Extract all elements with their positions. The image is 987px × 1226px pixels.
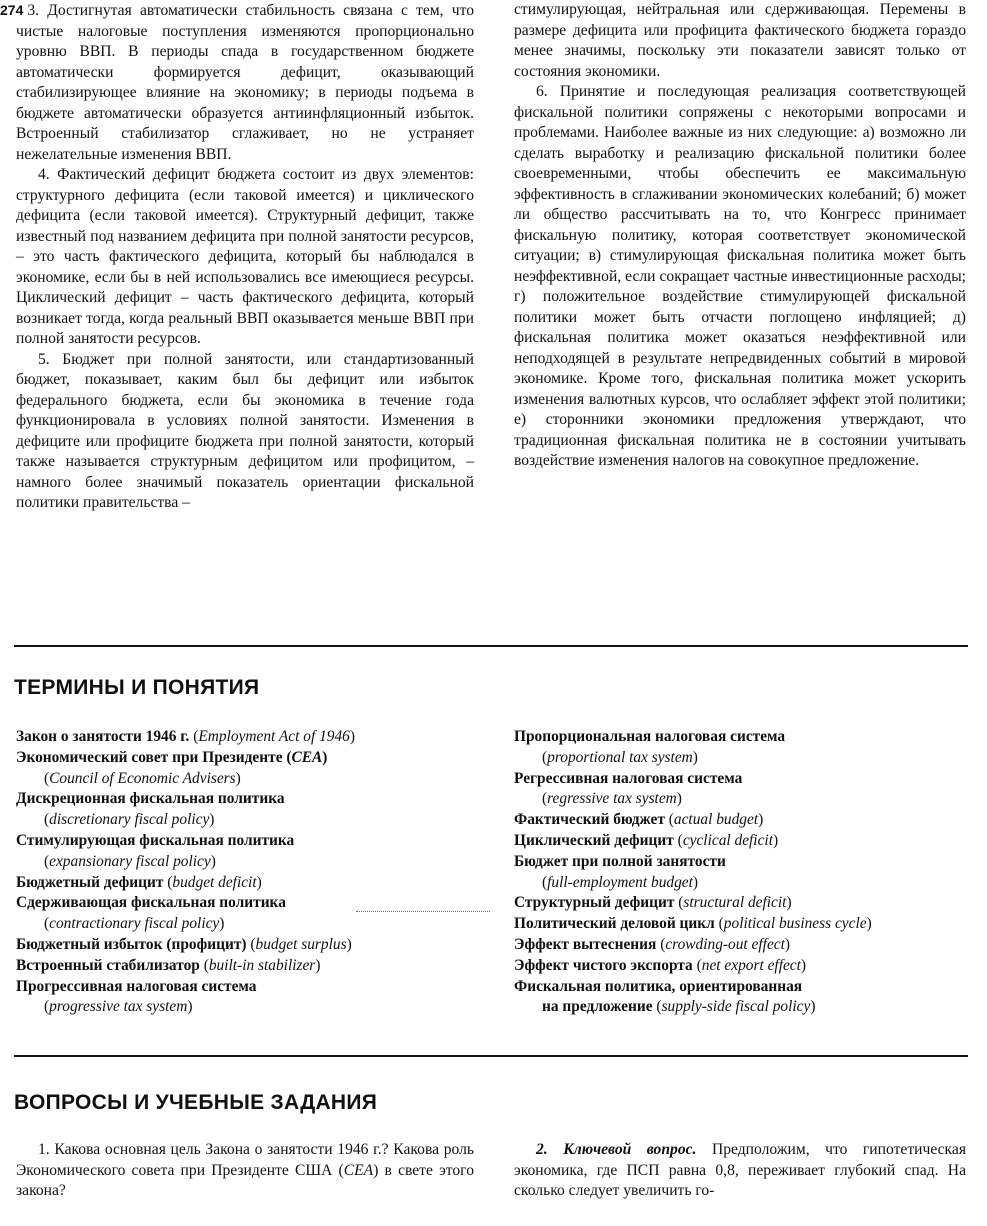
term-line — [16, 727, 486, 748]
term-line — [514, 769, 974, 790]
term-line — [514, 935, 974, 956]
term-line — [16, 977, 486, 998]
term-english-wrap: (discretionary fiscal policy) — [44, 811, 215, 829]
terms-list-left — [16, 727, 486, 1018]
term-english: crowding-out effect — [665, 935, 785, 953]
term-line — [16, 935, 486, 956]
questions-heading: ВОПРОСЫ И УЧЕБНЫЕ ЗАДАНИЯ — [14, 1091, 378, 1114]
term-english: net export effect — [701, 956, 801, 974]
section-divider-questions — [14, 1055, 968, 1057]
term-russian: Бюджетный дефицит — [16, 873, 164, 891]
page-number: 274 — [0, 2, 24, 18]
question-2-text: Предположим, что гипотетическая экономика, где ПСП равна 0,8, переживает глубокий спад. На сколько следует увеличить го- — [514, 1141, 966, 1199]
term-item — [514, 935, 974, 956]
paragraph-4: 4. Фактический дефицит бюджета состоит из двух элементов: структурного дефицита (если таковой имеется) и циклического дефицита (если таковой имеется). Структурный дефицит, также известный под названием дефицита при полной занятости ресурсов, – это часть фактического дефицита, который бы наблюдался в экономике, если бы в ней использовались все имеющиеся ресурсы. Циклический дефицит – часть фактического дефицита, который возникает тогда, когда реальный ВВП оказывается меньше ВВП при полной занятости ресурсов. — [16, 166, 474, 347]
term-item — [514, 810, 974, 831]
term-english-wrap: (structural deficit) — [678, 894, 792, 912]
term-russian: Структурный дефицит — [514, 894, 675, 912]
term-line — [514, 810, 974, 831]
term-english-wrap: (full-employment budget) — [542, 873, 699, 891]
term-line — [16, 748, 486, 769]
term-item — [16, 831, 486, 873]
term-russian: Прогрессивная налоговая система — [16, 977, 257, 995]
term-english: budget surplus — [255, 935, 347, 953]
term-english-wrap: (crowding-out effect) — [660, 935, 791, 953]
term-russian-continued: на предложение — [542, 998, 653, 1016]
term-russian: Эффект вытеснения — [514, 935, 657, 953]
term-item — [16, 893, 486, 935]
term-line — [16, 873, 486, 894]
term-item — [514, 956, 974, 977]
dotted-leader — [356, 911, 490, 912]
term-english-wrap: (contractionary fiscal policy) — [44, 915, 225, 933]
term-english: budget deficit — [172, 873, 257, 891]
term-english: structural deficit — [683, 894, 787, 912]
term-russian: Дискреционная фискальная политика — [16, 790, 285, 808]
term-english-line — [514, 790, 682, 807]
term-english-wrap: (actual budget) — [668, 811, 764, 829]
term-russian-abbr: CEA — [291, 748, 323, 766]
term-item — [514, 914, 974, 935]
term-english: Employment Act of 1946 — [198, 728, 350, 745]
term-russian: Стимулирующая фискальная политика — [16, 831, 295, 849]
question-1-text-b: ) в свете этого закона? — [16, 1161, 474, 1199]
term-english: expansionary fiscal policy — [49, 852, 211, 870]
term-english-line — [514, 874, 698, 891]
term-english: cyclical deficit — [682, 831, 773, 849]
term-english-line — [16, 811, 214, 828]
term-english: actual budget — [673, 811, 759, 829]
right-text-column — [514, 0, 966, 472]
term-item — [514, 852, 974, 894]
term-english-wrap: (cyclical deficit) — [677, 831, 779, 849]
term-item — [16, 727, 486, 748]
term-russian: Регрессивная налоговая система — [514, 769, 743, 787]
term-english: proportional tax system — [547, 748, 693, 766]
term-line — [514, 956, 974, 977]
section-divider-terms — [14, 645, 968, 647]
term-russian: Закон о занятости 1946 г. — [16, 728, 190, 745]
term-line — [514, 977, 974, 998]
term-english: built-in stabilizer — [208, 956, 316, 974]
term-item — [514, 727, 974, 769]
term-russian: Встроенный стабилизатор — [16, 956, 200, 974]
term-english: political business cycle — [723, 915, 867, 933]
paragraph-5: 5. Бюджет при полной занятости, или стандартизованный бюджет, показывает, каким был бы дефицит или избыток федерального бюджета, если бы экономика в течение года функционировала в условиях полной занятости. Изменения в дефиците или профиците бюджета при полной занятости, который также называется структурным дефицитом или профицитом, – намного более значимый показатель ориентации фискальной политики правительства – — [16, 350, 474, 511]
term-russian: Политический деловой цикл — [514, 915, 715, 933]
term-english-wrap: (budget deficit) — [167, 873, 262, 891]
term-english-wrap: (progressive tax system) — [44, 998, 193, 1016]
term-english-line — [16, 998, 192, 1015]
term-russian: Циклический дефицит — [514, 831, 674, 849]
term-english-wrap: (net export effect) — [696, 956, 807, 974]
paragraph-3 — [0, 0, 474, 165]
term-line — [514, 893, 974, 914]
terms-list-right — [514, 727, 974, 1018]
term-russian: Сдерживающая фискальная политика — [16, 894, 286, 912]
term-english-wrap: (built-in stabilizer) — [203, 956, 321, 974]
term-item — [16, 873, 486, 894]
term-line — [514, 852, 974, 873]
term-continuation-line — [514, 998, 815, 1015]
left-text-column — [0, 0, 474, 514]
term-russian-end: ) — [322, 748, 328, 766]
term-english: full-employment budget — [547, 873, 693, 891]
term-english: Council of Economic Advisers — [49, 769, 236, 787]
question-2-label: 2. Ключевой вопрос. — [536, 1141, 697, 1158]
paragraph-5-continued: стимулирующая, нейтральная или сдерживающая. Перемены в размере дефицита или профицита фактического бюджета гораздо менее значимы, поскольку эти показатели зависят только от состояния экономики. — [514, 1, 966, 80]
term-english: supply-side fiscal policy — [661, 998, 811, 1016]
term-english-wrap: (Employment Act of 1946) — [193, 728, 356, 745]
terms-heading: ТЕРМИНЫ И ПОНЯТИЯ — [14, 676, 260, 699]
term-english-wrap: (proportional tax system) — [542, 748, 698, 766]
term-english-wrap: (Council of Economic Advisers) — [44, 769, 241, 787]
question-1-text-a: 1. Какова основная цель Закона о занятости 1946 г.? Какова роль Экономического совета при Президенте США ( — [16, 1141, 474, 1179]
term-line — [16, 956, 486, 977]
term-line — [514, 914, 974, 935]
term-item — [514, 831, 974, 852]
term-russian: Бюджет при полной занятости — [514, 852, 726, 870]
paragraph-6: 6. Принятие и последующая реализация соответствующей фискальной политики сопряжены с некоторыми вопросами и проблемами. Наиболее важные из них следующие: а) возможно ли сделать выработку и реализацию фискальной политики более своевременными, чтобы обеспечить ее максимальную эффективность в сглаживании экономических колебаний; б) может ли общество рассчитывать на то, что Конгресс принимает фискальную политику, которая соответствует экономической ситуации; в) стимулирующая фискальная политика может быть неэффективной, если сокращает частные инвестиционные расходы; г) положительное воздействие стимулирующей фискальной политики может быть отчасти поглощено инфляцией; д) фискальная политика может оказаться неэффективной или неподходящей в результате непредвиденных событий в мировой экономике. Кроме того, фискальная политика может ускорить изменения валютных курсов, что ослабляет эффект этой политики; е) сторонники экономики предложения утверждают, что традиционная фискальная политика не в состоянии учитывать воздействие изменения налогов на совокупное предложение. — [514, 83, 966, 469]
question-1 — [16, 1140, 474, 1202]
term-item — [16, 748, 486, 790]
term-item — [514, 769, 974, 811]
question-1-abbr: CEA — [343, 1161, 374, 1179]
term-english-wrap: (budget surplus) — [250, 935, 352, 953]
term-english-line — [514, 749, 698, 766]
term-russian: Бюджетный избыток (профицит) — [16, 935, 247, 953]
term-line — [514, 831, 974, 852]
question-2 — [514, 1140, 966, 1202]
term-english: progressive tax system — [49, 998, 188, 1016]
term-line — [16, 831, 486, 852]
term-english-wrap: (expansionary fiscal policy) — [44, 852, 216, 870]
term-russian: Экономический совет при Президенте ( — [16, 748, 292, 766]
term-russian: Эффект чистого экспорта — [514, 956, 693, 974]
term-english-line — [16, 770, 241, 787]
term-english-wrap: (supply-side fiscal policy) — [656, 998, 816, 1016]
term-russian: Пропорциональная налоговая система — [514, 728, 786, 745]
term-english-wrap: (regressive tax system) — [542, 790, 682, 808]
term-item — [16, 789, 486, 831]
term-item — [16, 956, 486, 977]
term-english: contractionary fiscal policy — [49, 915, 220, 933]
term-line — [514, 727, 974, 748]
term-english: regressive tax system — [547, 790, 677, 808]
term-line — [16, 789, 486, 810]
term-item — [16, 977, 486, 1019]
term-item — [514, 893, 974, 914]
term-english: discretionary fiscal policy — [49, 811, 210, 829]
term-english-line — [16, 853, 216, 870]
term-english-line — [16, 915, 224, 932]
term-item — [514, 977, 974, 1019]
paragraph-3-text: 3. Достигнутая автоматически стабильность связана с тем, что чистые налоговые поступления изменяются пропорционально уровню ВВП. В периоды спада в государственном бюджете автоматически формируется дефицит, оказывающий стабилизирующее влияние на экономику; в периоды подъема в бюджете автоматически образуется антиинфляционный избыток. Встроенный стабилизатор сглаживает, но не устраняет нежелательные изменения ВВП. — [16, 2, 474, 163]
term-english-wrap: (political business cycle) — [718, 915, 872, 933]
term-russian: Фискальная политика, ориентированная — [514, 977, 803, 995]
term-russian: Фактический бюджет — [514, 811, 665, 829]
term-item — [16, 935, 486, 956]
